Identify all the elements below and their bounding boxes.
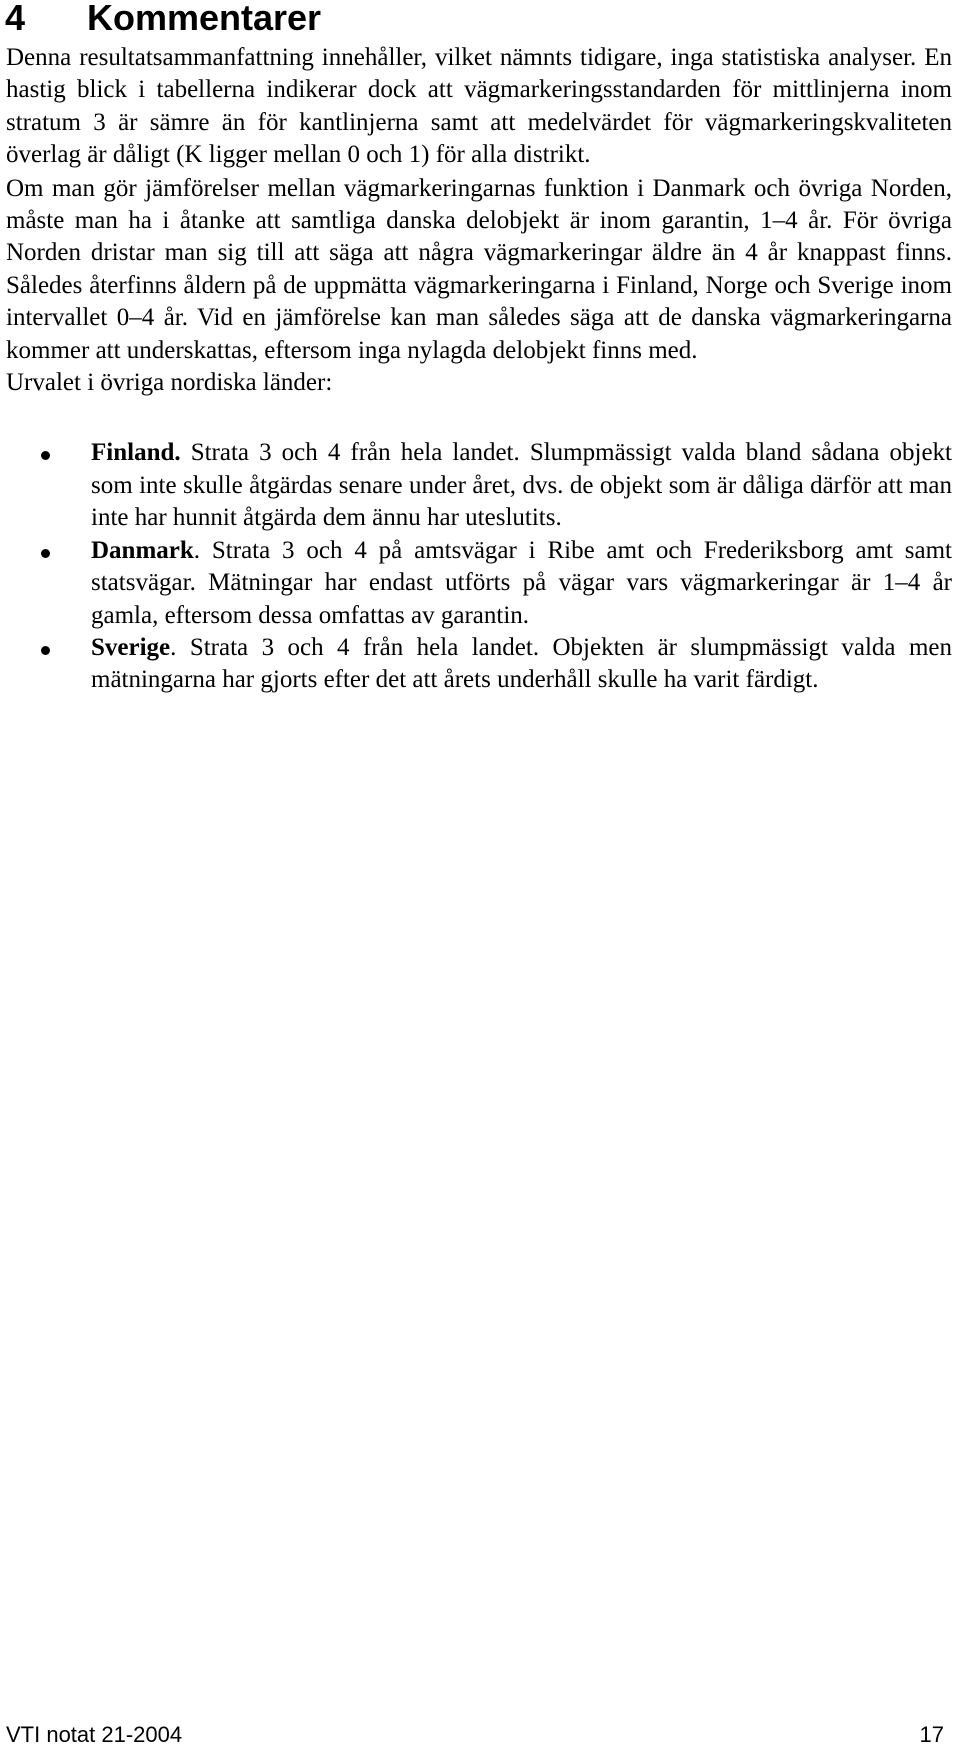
paragraph-intro: Denna resultatsammanfattning innehåller, vilket nämnts tidigare, inga statistiska analyser. En hastig blick i tabellerna indikerar dock att vägmarkeringsstandarden för mittlinjerna inom stratum 3 är sämre än för kantlinjerna samt att medelvärdet för vägmarkeringskvaliteten överlag är dåligt (K ligger mellan 0 och 1) för alla distrikt. bbox=[6, 44, 952, 169]
section-number: 4 bbox=[5, 0, 26, 38]
page-number: 17 bbox=[919, 1722, 944, 1747]
section-title: Kommentarer bbox=[87, 0, 322, 38]
country-description: . Strata 3 och 4 från hela landet. Objekten är slumpmässigt valda men mätningarna har gjorts efter det att årets underhåll skulle ha varit färdigt. bbox=[91, 633, 952, 694]
paragraph-selection-intro: Urvalet i övriga nordiska länder: bbox=[6, 369, 333, 397]
bullet-dot-icon bbox=[41, 451, 50, 460]
list-item-danmark bbox=[6, 535, 952, 632]
page-footer bbox=[0, 1722, 960, 1754]
body-text bbox=[6, 42, 952, 697]
country-name: Danmark bbox=[91, 536, 194, 564]
bullet-dot-icon bbox=[41, 549, 50, 558]
publication-id: VTI notat 21-2004 bbox=[6, 1722, 183, 1747]
country-description: Strata 3 och 4 från hela landet. Slumpmässigt valda bland sådana objekt som inte skulle åtgärdas senare under året, dvs. de objekt som är dåliga därför att man inte har hunnit åtgärda dem ännu har uteslutits. bbox=[91, 439, 952, 532]
paragraph-comparison: Om man gör jämförelser mellan vägmarkeringarnas funktion i Danmark och övriga Norden, måste man ha i åtanke att samtliga danska delobjekt är inom garantin, 1–4 år. För övriga Norden dristar man sig till att säga att några vägmarkeringar äldre än 4 år knappast finns. Således återfinns åldern på de uppmätta vägmarkeringarna i Finland, Norge och Sverige inom intervallet 0–4 år. Vid en jämförelse kan man således säga att de danska vägmarkeringarna kommer att underskattas, eftersom inga nylagda delobjekt finns med. bbox=[6, 174, 952, 364]
bullet-dot-icon bbox=[41, 646, 50, 655]
country-name: Sverige bbox=[91, 633, 171, 661]
country-list bbox=[6, 437, 952, 696]
list-item-finland bbox=[6, 437, 952, 534]
country-description: . Strata 3 och 4 på amtsvägar i Ribe amt och Frederiksborg amt samt statsvägar. Mätningar har endast utförts på vägar vars vägmarkeringar är 1–4 år gamla, eftersom dessa omfattas av garantin. bbox=[91, 536, 952, 629]
list-item-sverige bbox=[6, 632, 952, 697]
country-name: Finland. bbox=[91, 439, 181, 467]
section-heading bbox=[5, 0, 321, 38]
